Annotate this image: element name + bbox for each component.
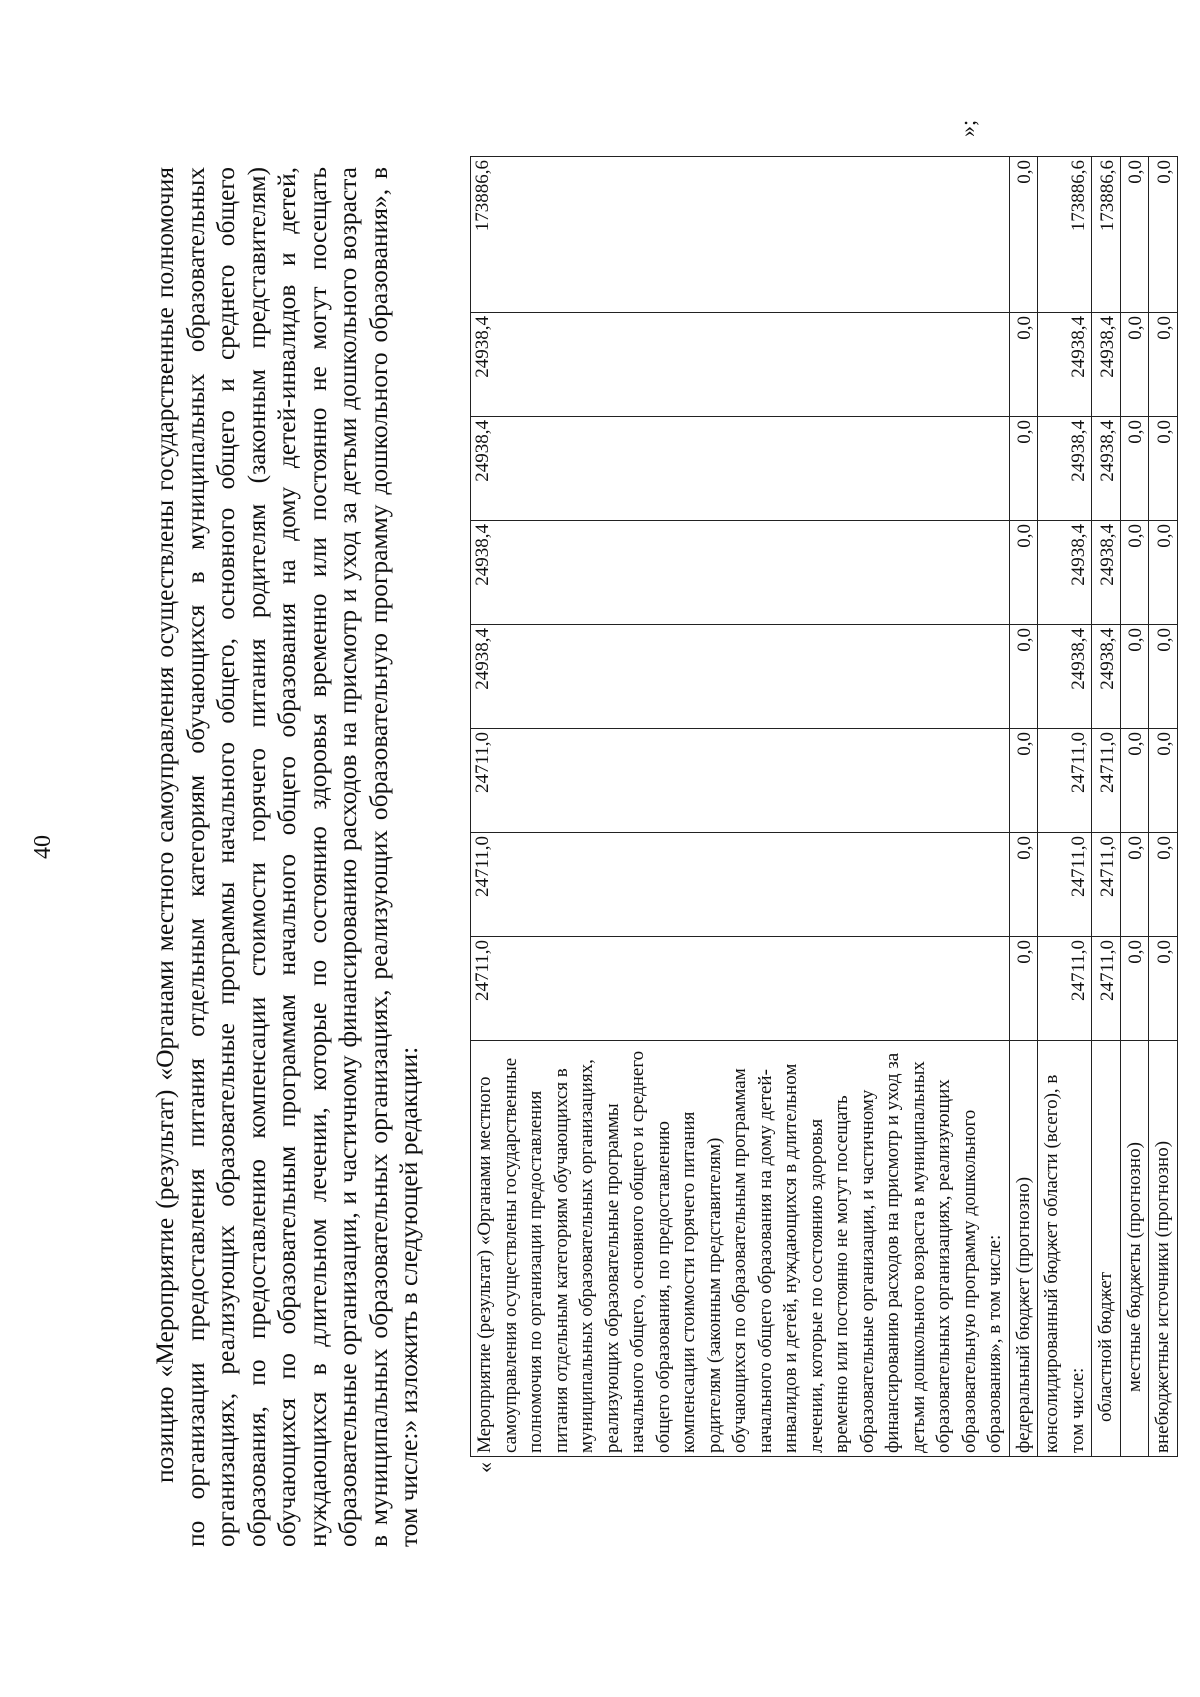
budget-table-wrapper (470, 119, 1178, 1473)
row-label: федеральный бюджет (прогнозно) (1009, 1041, 1038, 1457)
value-cell: 0,0 (1009, 937, 1038, 1041)
intro-paragraph: позицию «Мероприятие (результат) «Органами местного самоуправления осуществлены государственные полномочия по организации предоставления питания отдельным категориям обучающихся в муниципальных образовательных организациях, реализующих образовательные программы начального общего, основного общего и среднего общего образования, по предоставлению компенсации стоимости горячего питания родителям (законным представителям) обучающихся по образовательным программам начального общего образования на дому детей-инвалидов и детей, нуждающихся в длительном лечении, которые по состоянию здоровья временно или постоянно не могут посещать образовательные организации, и частичному финансированию расходов на присмотр и уход за детьми дошкольного возраста в муниципальных образовательных организациях, реализующих образовательную программу дошкольного образования», в том числе:» изложить в следующей редакции: (150, 167, 423, 1547)
value-cell: 24711,0 (1092, 833, 1121, 937)
value-cell: 0,0 (1120, 313, 1149, 417)
value-cell: 0,0 (1149, 521, 1178, 625)
value-cell: 0,0 (1120, 625, 1149, 729)
value-cell: 24938,4 (1092, 625, 1121, 729)
value-cell: 0,0 (1149, 313, 1178, 417)
value-cell: 24711,0 (471, 833, 1010, 937)
value-cell: 173886,6 (1092, 157, 1121, 313)
table-row (1038, 157, 1092, 1457)
value-cell: 0,0 (1149, 417, 1178, 521)
value-cell: 24938,4 (1038, 417, 1092, 521)
value-cell: 24938,4 (471, 625, 1010, 729)
value-cell: 0,0 (1120, 833, 1149, 937)
value-cell: 24938,4 (1038, 625, 1092, 729)
value-cell: 24711,0 (1038, 937, 1092, 1041)
value-cell: 24711,0 (1092, 729, 1121, 833)
value-cell: 0,0 (1120, 157, 1149, 313)
value-cell: 0,0 (1149, 729, 1178, 833)
value-cell: 0,0 (1009, 521, 1038, 625)
budget-table (470, 156, 1178, 1457)
table-row (1009, 157, 1038, 1457)
table-row (1120, 157, 1149, 1457)
value-cell: 24711,0 (471, 937, 1010, 1041)
value-cell: 0,0 (1009, 157, 1038, 313)
value-cell: 0,0 (1009, 417, 1038, 521)
row-label: внебюджетные источники (прогнозно) (1149, 1041, 1178, 1457)
value-cell: 173886,6 (471, 157, 1010, 313)
value-cell: 0,0 (1149, 937, 1178, 1041)
value-cell: 24938,4 (1038, 313, 1092, 417)
row-label: местные бюджеты (прогнозно) (1120, 1041, 1149, 1457)
close-quote: »; (955, 119, 980, 137)
row-label: Мероприятие (результат) «Органами местного самоуправления осуществлены государственные полномочия по организации предоставления питания отдельным категориям обучающихся в муниципальных образовательных организациях, реализующих образовательные программы начального общего, основного общего и среднего общего образования, по предоставлению компенсации стоимости горячего питания родителям (законным представителям) обучающихся по образовательным программам начального общего образования на дому детей-инвалидов и детей, нуждающихся в длительном лечении, которые по состоянию здоровья временно или постоянно не могут посещать образовательные организации, и частичному финансированию расходов на присмотр и уход за детьми дошкольного возраста в муниципальных образовательных организациях, реализующих образовательную программу дошкольного образования», в том числе: (471, 1041, 1010, 1457)
table-row-main (471, 157, 1010, 1457)
value-cell: 24938,4 (1092, 521, 1121, 625)
table-row (1092, 157, 1121, 1457)
value-cell: 24938,4 (471, 313, 1010, 417)
value-cell: 0,0 (1149, 157, 1178, 313)
value-cell: 24938,4 (471, 521, 1010, 625)
value-cell: 0,0 (1009, 833, 1038, 937)
value-cell: 173886,6 (1038, 157, 1092, 313)
open-quote: « (472, 1462, 497, 1473)
value-cell: 0,0 (1120, 937, 1149, 1041)
value-cell: 0,0 (1149, 833, 1178, 937)
value-cell: 0,0 (1009, 625, 1038, 729)
value-cell: 24938,4 (471, 417, 1010, 521)
value-cell: 0,0 (1120, 521, 1149, 625)
value-cell: 0,0 (1149, 625, 1178, 729)
value-cell: 24938,4 (1092, 313, 1121, 417)
value-cell: 0,0 (1120, 417, 1149, 521)
value-cell: 24938,4 (1092, 417, 1121, 521)
value-cell: 0,0 (1009, 313, 1038, 417)
table-row (1149, 157, 1178, 1457)
value-cell: 0,0 (1009, 729, 1038, 833)
page-number: 40 (30, 835, 56, 859)
value-cell: 24711,0 (1038, 833, 1092, 937)
value-cell: 24711,0 (471, 729, 1010, 833)
value-cell: 24711,0 (1092, 937, 1121, 1041)
row-label: областной бюджет (1092, 1041, 1121, 1457)
row-label: консолидированный бюджет области (всего), в том числе: (1038, 1041, 1092, 1457)
value-cell: 24938,4 (1038, 521, 1092, 625)
value-cell: 0,0 (1120, 729, 1149, 833)
value-cell: 24711,0 (1038, 729, 1092, 833)
